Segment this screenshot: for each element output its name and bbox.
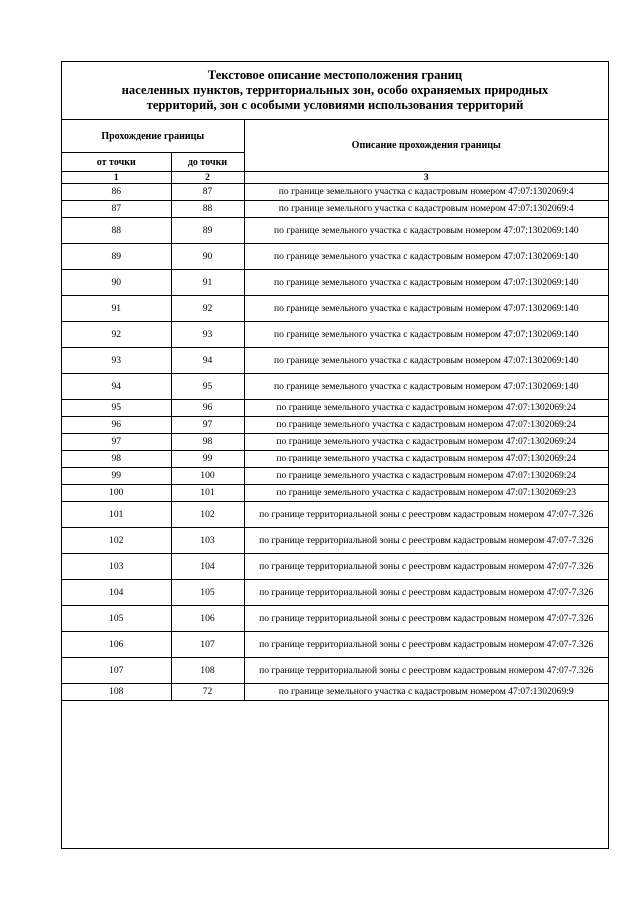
to-point-cell: 88 — [171, 201, 244, 218]
table-row — [62, 322, 608, 348]
to-point-cell: 106 — [171, 606, 244, 632]
from-point-cell: 103 — [62, 554, 171, 580]
table-row — [62, 218, 608, 244]
to-point-cell: 87 — [171, 184, 244, 201]
to-point-cell: 102 — [171, 502, 244, 528]
to-point-cell: 91 — [171, 270, 244, 296]
table-row — [62, 244, 608, 270]
from-point-cell: 106 — [62, 632, 171, 658]
table-row — [62, 374, 608, 400]
from-point-cell: 100 — [62, 485, 171, 502]
description-cell: по границе земельного участка с кадастровым номером 47:07:1302069:140 — [244, 322, 608, 348]
to-point-cell: 99 — [171, 451, 244, 468]
from-point-cell: 94 — [62, 374, 171, 400]
from-point-cell: 105 — [62, 606, 171, 632]
table-row — [62, 684, 608, 701]
description-cell: по границе территориальной зоны с реестровм кадастровым номером 47:07-7.326 — [244, 580, 608, 606]
boundary-table — [62, 120, 608, 701]
to-point-cell: 107 — [171, 632, 244, 658]
table-row — [62, 580, 608, 606]
title-line-2: населенных пунктов, территориальных зон, особо охраняемых природных — [121, 83, 549, 97]
table-row — [62, 296, 608, 322]
to-point-cell: 89 — [171, 218, 244, 244]
table-row — [62, 184, 608, 201]
table-row — [62, 348, 608, 374]
to-point-cell: 103 — [171, 528, 244, 554]
table-row — [62, 528, 608, 554]
from-point-cell: 98 — [62, 451, 171, 468]
to-point-cell: 90 — [171, 244, 244, 270]
description-cell: по границе земельного участка с кадастровым номером 47:07:1302069:140 — [244, 374, 608, 400]
from-point-cell: 88 — [62, 218, 171, 244]
description-cell: по границе территориальной зоны с реестровм кадастровым номером 47:07-7.326 — [244, 658, 608, 684]
from-point-cell: 90 — [62, 270, 171, 296]
description-cell: по границе земельного участка с кадастровым номером 47:07:1302069:24 — [244, 451, 608, 468]
description-cell: по границе территориальной зоны с реестровм кадастровым номером 47:07-7.326 — [244, 528, 608, 554]
table-row — [62, 417, 608, 434]
table-body — [62, 184, 608, 701]
table-row — [62, 201, 608, 218]
description-cell: по границе земельного участка с кадастровым номером 47:07:1302069:23 — [244, 485, 608, 502]
table-row — [62, 468, 608, 485]
table-row — [62, 658, 608, 684]
to-point-cell: 108 — [171, 658, 244, 684]
document-title — [62, 62, 608, 120]
document-frame — [61, 61, 609, 849]
title-line-3: территорий, зон с особыми условиями использования территорий — [146, 98, 524, 112]
description-cell: по границе земельного участка с кадастровым номером 47:07:1302069:140 — [244, 218, 608, 244]
description-cell: по границе земельного участка с кадастровым номером 47:07:1302069:140 — [244, 244, 608, 270]
description-cell: по границе земельного участка с кадастровым номером 47:07:1302069:140 — [244, 296, 608, 322]
header-passage: Прохождение границы — [62, 120, 244, 153]
to-point-cell: 92 — [171, 296, 244, 322]
description-cell: по границе земельного участка с кадастровым номером 47:07:1302069:140 — [244, 270, 608, 296]
description-cell: по границе территориальной зоны с реестровм кадастровым номером 47:07-7.326 — [244, 502, 608, 528]
from-point-cell: 101 — [62, 502, 171, 528]
from-point-cell: 107 — [62, 658, 171, 684]
description-cell: по границе земельного участка с кадастровым номером 47:07:1302069:24 — [244, 434, 608, 451]
from-point-cell: 104 — [62, 580, 171, 606]
header-to-point: до точки — [171, 153, 244, 172]
from-point-cell: 87 — [62, 201, 171, 218]
table-row — [62, 502, 608, 528]
table-row — [62, 554, 608, 580]
to-point-cell: 95 — [171, 374, 244, 400]
from-point-cell: 95 — [62, 400, 171, 417]
from-point-cell: 108 — [62, 684, 171, 701]
to-point-cell: 104 — [171, 554, 244, 580]
header-col-number-2: 2 — [171, 172, 244, 184]
table-row — [62, 400, 608, 417]
from-point-cell: 102 — [62, 528, 171, 554]
from-point-cell: 91 — [62, 296, 171, 322]
description-cell: по границе земельного участка с кадастровым номером 47:07:1302069:24 — [244, 400, 608, 417]
to-point-cell: 98 — [171, 434, 244, 451]
to-point-cell: 93 — [171, 322, 244, 348]
header-from-point: от точки — [62, 153, 171, 172]
from-point-cell: 86 — [62, 184, 171, 201]
header-description: Описание прохождения границы — [244, 120, 608, 172]
description-cell: по границе территориальной зоны с реестровм кадастровым номером 47:07-7.326 — [244, 554, 608, 580]
description-cell: по границе земельного участка с кадастровым номером 47:07:1302069:24 — [244, 468, 608, 485]
description-cell: по границе земельного участка с кадастровым номером 47:07:1302069:24 — [244, 417, 608, 434]
table-row — [62, 451, 608, 468]
to-point-cell: 96 — [171, 400, 244, 417]
to-point-cell: 94 — [171, 348, 244, 374]
from-point-cell: 89 — [62, 244, 171, 270]
from-point-cell: 92 — [62, 322, 171, 348]
from-point-cell: 93 — [62, 348, 171, 374]
to-point-cell: 100 — [171, 468, 244, 485]
description-cell: по границе территориальной зоны с реестровм кадастровым номером 47:07-7.326 — [244, 632, 608, 658]
title-line-1: Текстовое описание местоположения границ — [207, 68, 463, 82]
table-row — [62, 606, 608, 632]
description-cell: по границе земельного участка с кадастровым номером 47:07:1302069:4 — [244, 184, 608, 201]
table-row — [62, 632, 608, 658]
description-cell: по границе земельного участка с кадастровым номером 47:07:1302069:140 — [244, 348, 608, 374]
to-point-cell: 72 — [171, 684, 244, 701]
table-row — [62, 434, 608, 451]
description-cell: по границе земельного участка с кадастровым номером 47:07:1302069:4 — [244, 201, 608, 218]
table-row — [62, 485, 608, 502]
header-col-number-1: 1 — [62, 172, 171, 184]
from-point-cell: 99 — [62, 468, 171, 485]
to-point-cell: 97 — [171, 417, 244, 434]
header-col-number-3: 3 — [244, 172, 608, 184]
table-row — [62, 270, 608, 296]
from-point-cell: 97 — [62, 434, 171, 451]
description-cell: по границе земельного участка с кадастровым номером 47:07:1302069:9 — [244, 684, 608, 701]
from-point-cell: 96 — [62, 417, 171, 434]
to-point-cell: 101 — [171, 485, 244, 502]
to-point-cell: 105 — [171, 580, 244, 606]
description-cell: по границе территориальной зоны с реестровм кадастровым номером 47:07-7.326 — [244, 606, 608, 632]
